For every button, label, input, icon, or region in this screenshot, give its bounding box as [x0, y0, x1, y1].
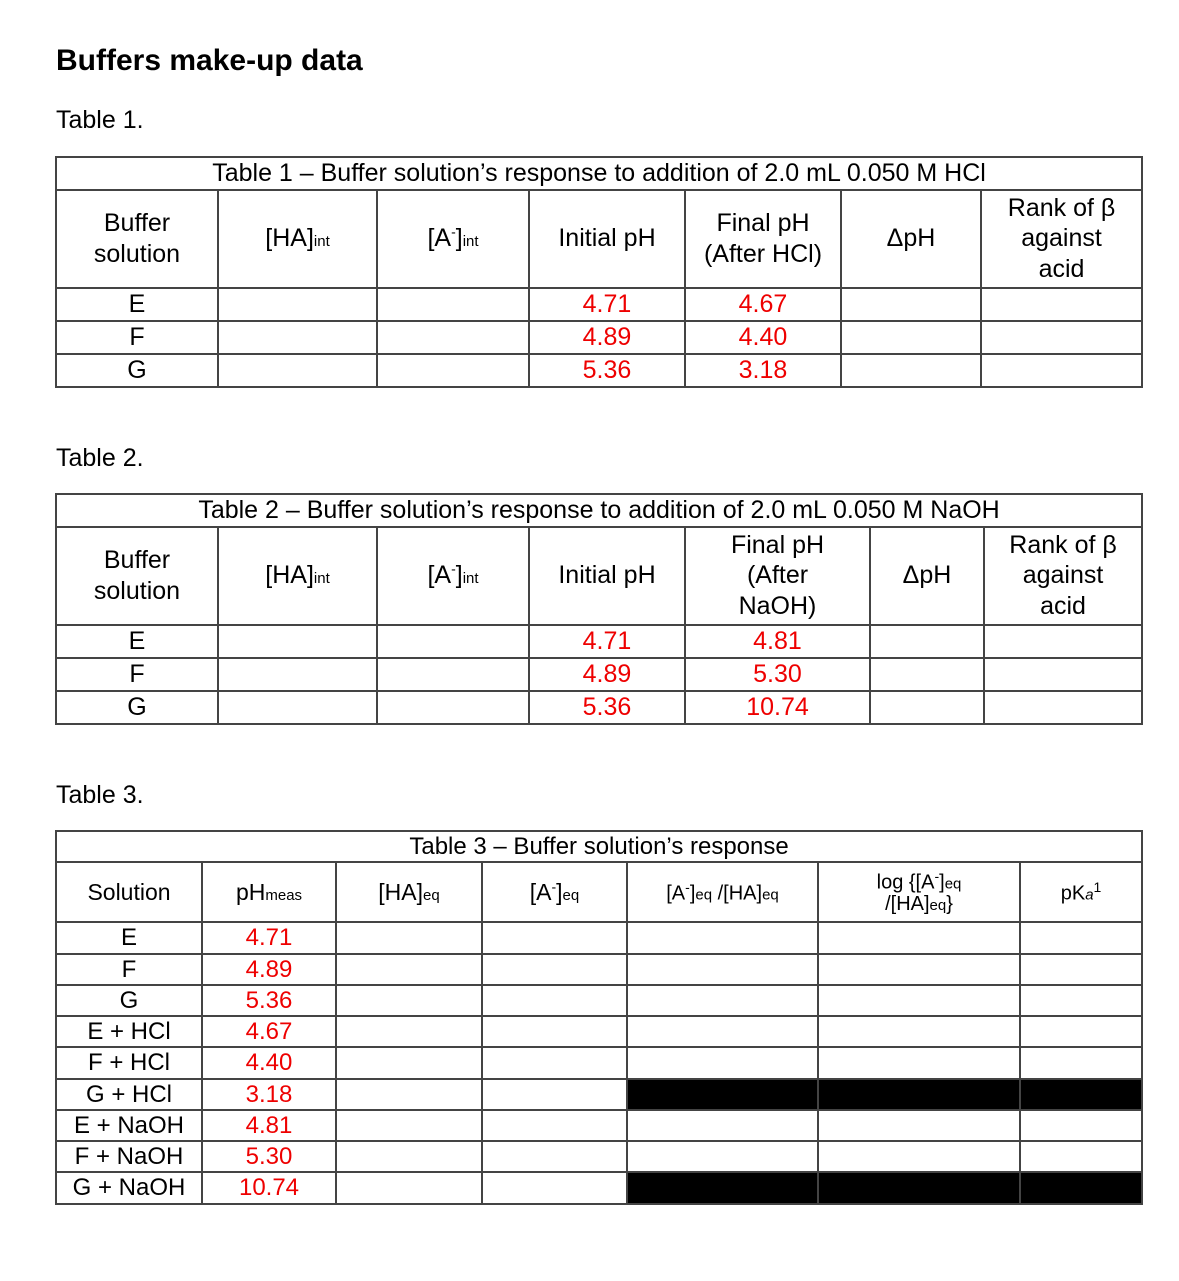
cell-a-eq[interactable]: [482, 922, 627, 953]
cell-log-ratio[interactable]: [818, 1141, 1020, 1172]
header-ratio: [A-]eq /[HA]eq: [627, 862, 818, 922]
cell-ratio[interactable]: [627, 1110, 818, 1141]
cell-ha[interactable]: [218, 691, 377, 724]
table-row: [56, 354, 1142, 387]
row-label: G + HCl: [56, 1079, 202, 1110]
table-row: [56, 1172, 1142, 1203]
cell-pka[interactable]: [1020, 1110, 1142, 1141]
blacked-out-cell: [1020, 1172, 1142, 1203]
row-label: E: [56, 625, 218, 658]
table2: [55, 493, 1143, 725]
cell-pka[interactable]: [1020, 1141, 1142, 1172]
cell-log-ratio[interactable]: [818, 1016, 1020, 1047]
cell-rank[interactable]: [984, 691, 1142, 724]
cell-a[interactable]: [377, 354, 529, 387]
cell-a-eq[interactable]: [482, 1016, 627, 1047]
cell-delta-ph[interactable]: [870, 658, 984, 691]
table2-title: Table 2 – Buffer solution’s response to addition of 2.0 mL 0.050 M NaOH: [56, 494, 1142, 527]
cell-ha-eq[interactable]: [336, 985, 482, 1016]
cell-ha-eq[interactable]: [336, 1016, 482, 1047]
header-pka: pKa$^1$: [1020, 862, 1142, 922]
table1-title: Table 1 – Buffer solution’s response to addition of 2.0 mL 0.050 M HCl: [56, 157, 1142, 190]
cell-initial-ph: 4.89: [529, 658, 685, 691]
row-label: F: [56, 321, 218, 354]
cell-ph-meas: 4.67: [202, 1016, 336, 1047]
cell-pka[interactable]: [1020, 1016, 1142, 1047]
table3-title: Table 3 – Buffer solution’s response: [56, 831, 1142, 862]
cell-a-eq[interactable]: [482, 954, 627, 985]
table3: [55, 830, 1143, 1205]
row-label: E: [56, 288, 218, 321]
cell-ph-meas: 4.40: [202, 1047, 336, 1078]
cell-ha[interactable]: [218, 625, 377, 658]
cell-ph-meas: 10.74: [202, 1172, 336, 1203]
cell-pka[interactable]: [1020, 954, 1142, 985]
cell-delta-ph[interactable]: [870, 691, 984, 724]
header-solution: Solution: [56, 862, 202, 922]
table-row: [56, 1047, 1142, 1078]
cell-final-ph: 4.81: [685, 625, 870, 658]
cell-ha-eq[interactable]: [336, 1079, 482, 1110]
cell-rank[interactable]: [981, 321, 1142, 354]
table-row: [56, 985, 1142, 1016]
cell-ph-meas: 4.81: [202, 1110, 336, 1141]
header-ph-meas: pHmeas: [202, 862, 336, 922]
cell-initial-ph: 4.71: [529, 625, 685, 658]
header-buffer-solution: Buffer solution: [56, 190, 218, 288]
cell-ha-eq[interactable]: [336, 1047, 482, 1078]
table-row: [56, 321, 1142, 354]
row-label: G: [56, 985, 202, 1016]
header-initial-ph: Initial pH: [529, 190, 685, 288]
cell-ha[interactable]: [218, 354, 377, 387]
header-delta-ph: ΔpH: [841, 190, 981, 288]
cell-log-ratio[interactable]: [818, 1110, 1020, 1141]
cell-initial-ph: 5.36: [529, 691, 685, 724]
header-a-int: [A-]int: [377, 190, 529, 288]
cell-initial-ph: 4.89: [529, 321, 685, 354]
cell-pka[interactable]: [1020, 922, 1142, 953]
blacked-out-cell: [818, 1079, 1020, 1110]
cell-a-eq[interactable]: [482, 1079, 627, 1110]
cell-final-ph: 3.18: [685, 354, 841, 387]
cell-initial-ph: 4.71: [529, 288, 685, 321]
table-row: [56, 922, 1142, 953]
table-row: [56, 691, 1142, 724]
cell-a[interactable]: [377, 658, 529, 691]
table3-header-row: [56, 862, 1142, 922]
cell-rank[interactable]: [981, 288, 1142, 321]
cell-pka[interactable]: [1020, 985, 1142, 1016]
table-row: [56, 954, 1142, 985]
cell-rank[interactable]: [984, 625, 1142, 658]
cell-log-ratio[interactable]: [818, 1047, 1020, 1078]
cell-ph-meas: 3.18: [202, 1079, 336, 1110]
cell-a-eq[interactable]: [482, 1141, 627, 1172]
row-label: E + NaOH: [56, 1110, 202, 1141]
cell-initial-ph: 5.36: [529, 354, 685, 387]
header-buffer-solution: Buffer solution: [56, 527, 218, 625]
cell-log-ratio[interactable]: [818, 985, 1020, 1016]
table1-caption: Table 1.: [56, 106, 144, 134]
blacked-out-cell: [818, 1172, 1020, 1203]
cell-final-ph: 4.40: [685, 321, 841, 354]
cell-a-eq[interactable]: [482, 1110, 627, 1141]
header-initial-ph: Initial pH: [529, 527, 685, 625]
cell-ph-meas: 5.30: [202, 1141, 336, 1172]
cell-ratio[interactable]: [627, 1141, 818, 1172]
table-row: [56, 1016, 1142, 1047]
cell-final-ph: 5.30: [685, 658, 870, 691]
table-row: [56, 288, 1142, 321]
cell-ha[interactable]: [218, 321, 377, 354]
table-row: [56, 1079, 1142, 1110]
cell-ph-meas: 5.36: [202, 985, 336, 1016]
table1-header-row: [56, 190, 1142, 288]
blacked-out-cell: [1020, 1079, 1142, 1110]
cell-ratio[interactable]: [627, 985, 818, 1016]
table2-caption: Table 2.: [56, 444, 144, 472]
cell-pka[interactable]: [1020, 1047, 1142, 1078]
blacked-out-cell: [627, 1079, 818, 1110]
cell-delta-ph[interactable]: [870, 625, 984, 658]
page-heading: Buffers make-up data: [56, 44, 363, 77]
cell-ratio[interactable]: [627, 922, 818, 953]
cell-ratio[interactable]: [627, 1047, 818, 1078]
row-label: F + NaOH: [56, 1141, 202, 1172]
cell-a[interactable]: [377, 288, 529, 321]
cell-a-eq[interactable]: [482, 985, 627, 1016]
cell-a-eq[interactable]: [482, 1047, 627, 1078]
header-ha-eq: [HA]eq: [336, 862, 482, 922]
table-row: [56, 1110, 1142, 1141]
cell-delta-ph[interactable]: [841, 354, 981, 387]
cell-ph-meas: 4.71: [202, 922, 336, 953]
row-label: E: [56, 922, 202, 953]
cell-ph-meas: 4.89: [202, 954, 336, 985]
table2-header-row: [56, 527, 1142, 625]
cell-final-ph: 4.67: [685, 288, 841, 321]
cell-ha-eq[interactable]: [336, 954, 482, 985]
cell-final-ph: 10.74: [685, 691, 870, 724]
row-label: G: [56, 354, 218, 387]
table3-caption: Table 3.: [56, 781, 144, 809]
row-label: F: [56, 954, 202, 985]
header-a-int: [A-]int: [377, 527, 529, 625]
header-rank-beta: Rank of β against acid: [981, 190, 1142, 288]
cell-ratio[interactable]: [627, 954, 818, 985]
row-label: F: [56, 658, 218, 691]
cell-rank[interactable]: [984, 658, 1142, 691]
header-ha-int: [HA]int: [218, 527, 377, 625]
cell-a[interactable]: [377, 625, 529, 658]
header-ha-int: [HA]int: [218, 190, 377, 288]
header-final-ph: Final pH (After NaOH): [685, 527, 870, 625]
header-final-ph: Final pH (After HCl): [685, 190, 841, 288]
cell-ratio[interactable]: [627, 1016, 818, 1047]
table1: [55, 156, 1143, 388]
cell-a-eq[interactable]: [482, 1172, 627, 1203]
row-label: G: [56, 691, 218, 724]
cell-ha-eq[interactable]: [336, 1110, 482, 1141]
cell-ha[interactable]: [218, 658, 377, 691]
cell-ha-eq[interactable]: [336, 1172, 482, 1203]
cell-ha-eq[interactable]: [336, 922, 482, 953]
cell-rank[interactable]: [981, 354, 1142, 387]
cell-log-ratio[interactable]: [818, 954, 1020, 985]
cell-log-ratio[interactable]: [818, 922, 1020, 953]
row-label: E + HCl: [56, 1016, 202, 1047]
cell-ha[interactable]: [218, 288, 377, 321]
header-rank-beta: Rank of β against acid: [984, 527, 1142, 625]
header-log-ratio: log {[A-]eq /[HA]eq}: [818, 862, 1020, 922]
row-label: G + NaOH: [56, 1172, 202, 1203]
header-a-eq: [A-]eq: [482, 862, 627, 922]
table-row: [56, 625, 1142, 658]
blacked-out-cell: [627, 1172, 818, 1203]
cell-a[interactable]: [377, 691, 529, 724]
cell-delta-ph[interactable]: [841, 288, 981, 321]
row-label: F + HCl: [56, 1047, 202, 1078]
table-row: [56, 658, 1142, 691]
header-delta-ph: ΔpH: [870, 527, 984, 625]
table-row: [56, 1141, 1142, 1172]
cell-delta-ph[interactable]: [841, 321, 981, 354]
cell-ha-eq[interactable]: [336, 1141, 482, 1172]
cell-a[interactable]: [377, 321, 529, 354]
